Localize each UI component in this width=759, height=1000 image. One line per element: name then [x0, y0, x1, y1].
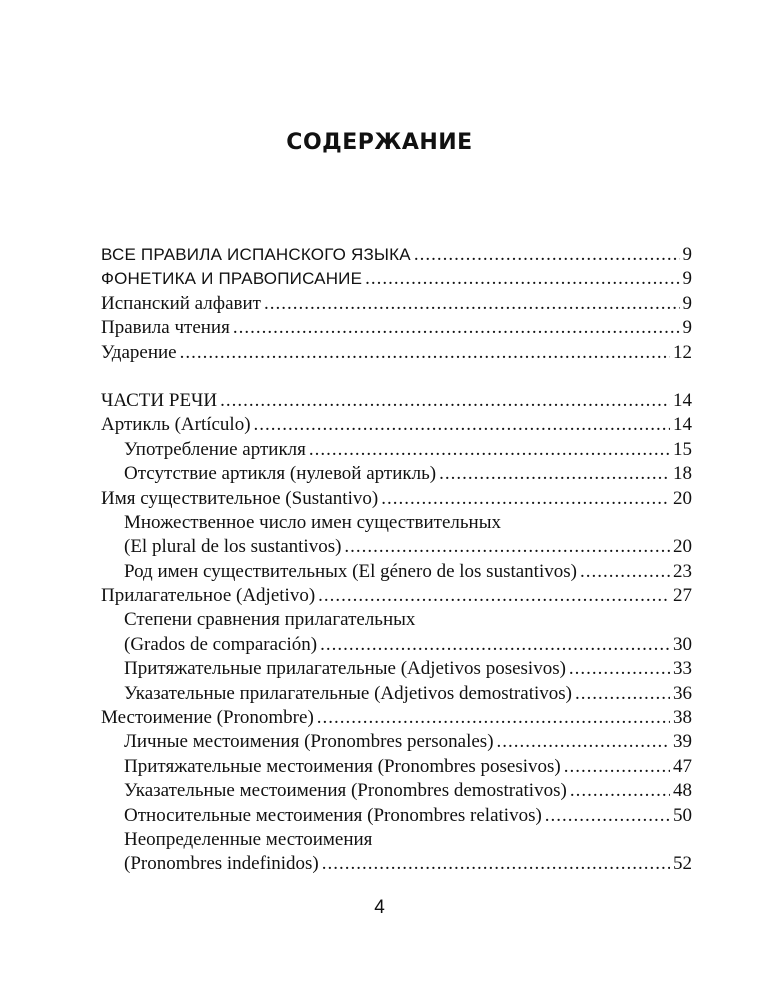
toc-entry[interactable]: [101, 755, 692, 779]
toc-entry-page: 14: [673, 389, 692, 411]
toc-entry-label: Правила чтения: [101, 317, 230, 339]
toc-leader-dots: [365, 267, 679, 291]
toc-entry-label: Род имен существительных (El género de los sustantivos): [124, 560, 577, 582]
page-number: 4: [374, 897, 385, 918]
toc-entry-label: Употребление артикля: [124, 438, 306, 460]
toc-entry-page: 27: [673, 585, 692, 607]
toc-leader-dots: [322, 852, 670, 876]
toc-entry[interactable]: [101, 243, 692, 267]
toc-entry-label: Испанский алфавит: [101, 292, 261, 314]
toc-entry[interactable]: [101, 292, 692, 316]
toc-entry-page: 14: [673, 414, 692, 436]
toc-entry[interactable]: [101, 852, 692, 876]
toc-leader-dots: [344, 535, 670, 559]
toc-leader-dots: [317, 706, 670, 730]
toc-entry-page: 38: [673, 707, 692, 729]
toc-entry[interactable]: [101, 462, 692, 486]
toc-entry-page: 47: [673, 755, 692, 777]
toc-entry-label: Степени сравнения прилагательных: [124, 609, 416, 631]
toc-entry-label: Артикль (Artículo): [101, 414, 251, 436]
toc-entry-continued: [101, 608, 692, 632]
toc-entry-page: 15: [673, 438, 692, 460]
toc-entry[interactable]: [101, 779, 692, 803]
toc-entry[interactable]: [101, 804, 692, 828]
toc-entry[interactable]: [101, 316, 692, 340]
toc-leader-dots: [414, 243, 680, 267]
toc-entry-continued: [101, 828, 692, 852]
toc-entry[interactable]: [101, 389, 692, 413]
toc-entry-page: 9: [682, 268, 692, 290]
toc-entry-page: 9: [682, 292, 692, 314]
toc-entry-page: 20: [673, 536, 692, 558]
toc-entry-page: 9: [682, 244, 692, 265]
toc-entry[interactable]: [101, 730, 692, 754]
toc-leader-dots: [564, 755, 670, 779]
toc-entry-label: (Pronombres indefinidos): [124, 853, 319, 875]
toc-entry-label: Относительные местоимения (Pronombres relativos): [124, 804, 542, 826]
table-of-contents: [101, 243, 692, 877]
toc-entry[interactable]: [101, 535, 692, 559]
toc-entry[interactable]: [101, 267, 692, 291]
toc-leader-dots: [497, 730, 670, 754]
toc-entry-label: Личные местоимения (Pronombres personales): [124, 731, 494, 753]
toc-entry-page: 50: [673, 804, 692, 826]
toc-entry-label: Указательные местоимения (Pronombres demostrativos): [124, 780, 567, 802]
toc-leader-dots: [220, 389, 670, 413]
toc-leader-dots: [233, 316, 680, 340]
toc-entry-label: (El plural de los sustantivos): [124, 536, 342, 558]
page-title: СОДЕРЖАНИЕ: [286, 130, 473, 155]
toc-entry[interactable]: [101, 657, 692, 681]
toc-entry-label: Указательные прилагательные (Adjetivos demostrativos): [124, 682, 572, 704]
toc-entry-label: Имя существительное (Sustantivo): [101, 487, 379, 509]
toc-entry-label: Множественное число имен существительных: [124, 511, 501, 533]
toc-entry-label: (Grados de comparación): [124, 633, 318, 655]
toc-leader-dots: [575, 682, 670, 706]
toc-leader-dots: [439, 462, 670, 486]
toc-entry-label: Притяжательные местоимения (Pronombres posesivos): [124, 755, 561, 777]
toc-leader-dots: [580, 560, 670, 584]
toc-leader-dots: [545, 804, 670, 828]
toc-entry-page: 18: [673, 463, 692, 485]
toc-entry-label: Ударение: [101, 341, 177, 363]
toc-entry[interactable]: [101, 560, 692, 584]
toc-entry-page: 33: [673, 658, 692, 680]
toc-entry[interactable]: [101, 438, 692, 462]
toc-leader-dots: [264, 292, 680, 316]
toc-entry-page: 9: [682, 317, 692, 339]
toc-entry-label: Неопределенные местоимения: [124, 828, 373, 850]
toc-leader-dots: [320, 633, 670, 657]
toc-leader-dots: [569, 657, 670, 681]
toc-entry-label: Прилагательное (Adjetivo): [101, 585, 316, 607]
toc-entry[interactable]: [101, 633, 692, 657]
toc-entry-page: 20: [673, 487, 692, 509]
toc-entry-label: Местоимение (Pronombre): [101, 707, 314, 729]
toc-entry[interactable]: [101, 341, 692, 365]
toc-entry-page: 39: [673, 731, 692, 753]
toc-entry-label: Притяжательные прилагательные (Adjetivos posesivos): [124, 658, 566, 680]
toc-entry-label: ВСЕ ПРАВИЛА ИСПАНСКОГО ЯЗЫКА: [101, 245, 411, 264]
toc-entry-page: 12: [673, 341, 692, 363]
toc-leader-dots: [381, 487, 670, 511]
toc-entry-page: 52: [673, 853, 692, 875]
toc-entry[interactable]: [101, 487, 692, 511]
toc-entry-label: ЧАСТИ РЕЧИ: [101, 389, 218, 411]
toc-entry[interactable]: [101, 682, 692, 706]
toc-entry-label: Отсутствие артикля (нулевой артикль): [124, 463, 437, 485]
toc-entry[interactable]: [101, 584, 692, 608]
toc-leader-dots: [318, 584, 670, 608]
toc-leader-dots: [180, 341, 670, 365]
toc-entry-label: ФОНЕТИКА И ПРАВОПИСАНИЕ: [101, 269, 363, 289]
toc-leader-dots: [570, 779, 670, 803]
toc-entry[interactable]: [101, 706, 692, 730]
toc-entry[interactable]: [101, 413, 692, 437]
toc-entry-page: 36: [673, 682, 692, 704]
toc-entry-page: 30: [673, 633, 692, 655]
toc-entry-continued: [101, 511, 692, 535]
toc-entry-page: 23: [673, 560, 692, 582]
toc-leader-dots: [254, 413, 670, 437]
toc-leader-dots: [309, 438, 670, 462]
toc-entry-page: 48: [673, 780, 692, 802]
